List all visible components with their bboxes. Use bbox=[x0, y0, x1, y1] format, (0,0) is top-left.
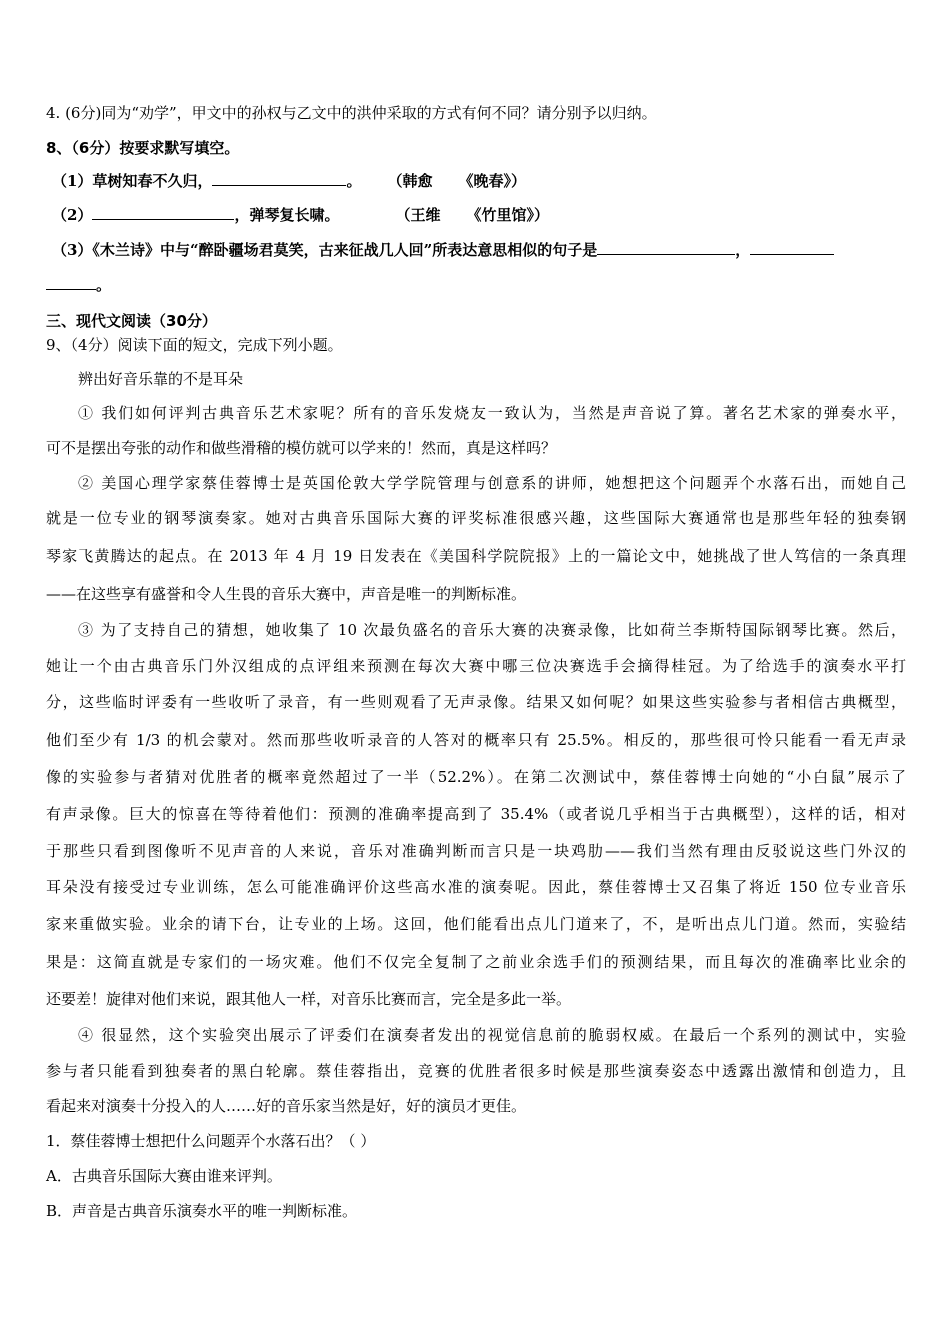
answer-blank-4[interactable] bbox=[750, 240, 834, 255]
answer-blank-3[interactable] bbox=[597, 240, 735, 255]
question-8-item-3 bbox=[52, 240, 912, 260]
section-3-heading: 三、现代文阅读（30分） bbox=[46, 312, 217, 330]
passage-p2-line-3: 琴家飞黄腾达的起点。在 2013 年 4 月 19 日发表在《美国科学院院报》上的一篇论文中，她挑战了世人笃信的一条真理 bbox=[46, 547, 906, 565]
passage-title: 辨出好音乐靠的不是耳朵 bbox=[78, 370, 244, 388]
item-1-title: 《晚春》） bbox=[458, 172, 526, 190]
item-2-suffix: ，弹琴复长啸。 bbox=[234, 206, 340, 224]
passage-p3-line-9: 家来重做实验。业余的请下台，让专业的上场。这回，他们能看出点儿门道来了，不，是听出点儿门道。然而，实验结 bbox=[46, 915, 906, 933]
answer-blank-1[interactable] bbox=[212, 171, 346, 186]
passage-p2-line-4: ——在这些享有盛誉和令人生畏的音乐大赛中，声音是唯一的判断标准。 bbox=[46, 585, 527, 603]
passage-p3-line-5: 像的实验参与者猜对优胜者的概率竟然超过了一半（52.2%）。在第二次测试中，蔡佳蓉博士向她的“小白鼠”展示了 bbox=[46, 768, 906, 786]
passage-p2-line-1: ② 美国心理学家蔡佳蓉博士是英国伦敦大学学院管理与创意系的讲师，她想把这个问题弄个水落石出，而她自己 bbox=[78, 474, 906, 492]
item-1-prefix: （1）草树知春不久归， bbox=[52, 172, 213, 190]
question-9-header: 9、（4分）阅读下面的短文，完成下列小题。 bbox=[46, 336, 343, 354]
passage-p1-line-1: ① 我们如何评判古典音乐艺术家呢？所有的音乐发烧友一致认为，当然是声音说了算。著名艺术家的弹奏水平， bbox=[78, 404, 906, 422]
passage-p3-line-3: 分，这些临时评委有一些收听了录音，有一些则观看了无声录像。结果又如何呢？如果这些实验参与者相信古典概型， bbox=[46, 693, 906, 711]
passage-p4-line-3: 看起来对演奏十分投入的人……好的音乐家当然是好，好的演员才更佳。 bbox=[46, 1097, 527, 1115]
passage-p3-line-6: 有声录像。巨大的惊喜在等待着他们：预测的准确率提高到了 35.4%（或者说几乎相当于古典概型），这样的话，相对 bbox=[46, 805, 906, 823]
item-3-comma: ， bbox=[735, 241, 751, 259]
passage-p3-line-10: 果是：这简直就是专家们的一场灾难。他们不仅完全复制了之前业余选手们的预测结果，而且每次的准确率比业余的 bbox=[46, 953, 906, 971]
answer-blank-2[interactable] bbox=[92, 205, 234, 220]
item-3-text: （3）《木兰诗》中与“醉卧疆场君莫笑，古来征战几人回”所表达意思相似的句子是 bbox=[52, 241, 598, 259]
item-3-end: 。 bbox=[96, 276, 112, 294]
item-2-author: （王维 bbox=[395, 206, 441, 224]
item-1-suffix: 。 bbox=[346, 172, 362, 190]
item-2-prefix: （2） bbox=[52, 206, 93, 224]
option-b[interactable]: B．声音是古典音乐演奏水平的唯一判断标准。 bbox=[46, 1202, 358, 1220]
question-8-header: 8、（6分）按要求默写填空。 bbox=[46, 139, 240, 157]
item-2-title: 《竹里馆》） bbox=[466, 206, 549, 224]
question-4: 4. (6分)同为“劝学”，甲文中的孙权与乙文中的洪仲采取的方式有何不同？请分别予以归纳。 bbox=[46, 104, 657, 122]
passage-p3-line-7: 于那些只看到图像听不见声音的人来说，音乐对准确判断而言只是一块鸡肋——我们当然有理由反驳说这些门外汉的 bbox=[46, 842, 906, 860]
passage-p3-line-1: ③ 为了支持自己的猜想，她收集了 10 次最负盛名的音乐大赛的决赛录像，比如荷兰李斯特国际钢琴比赛。然后， bbox=[78, 621, 906, 639]
answer-blank-4-cont[interactable] bbox=[46, 275, 96, 290]
passage-p4-line-2: 参与者只能看到独奏者的黑白轮廓。蔡佳蓉指出，竞赛的优胜者很多时候是那些演奏姿态中透露出激情和创造力，且 bbox=[46, 1062, 906, 1080]
option-a[interactable]: A．古典音乐国际大赛由谁来评判。 bbox=[46, 1167, 282, 1185]
question-8-item-2 bbox=[52, 205, 912, 225]
passage-p2-line-2: 就是一位专业的钢琴演奏家。她对古典音乐国际大赛的评奖标准很感兴趣，这些国际大赛通常也是那些年轻的独奏钢 bbox=[46, 509, 906, 527]
question-8-item-3-cont bbox=[46, 275, 906, 295]
passage-p4-line-1: ④ 很显然，这个实验突出展示了评委们在演奏者发出的视觉信息前的脆弱权威。在最后一个系列的测试中，实验 bbox=[78, 1026, 906, 1044]
passage-p1-line-2: 可不是摆出夸张的动作和做些滑稽的模仿就可以学来的！然而，真是这样吗？ bbox=[46, 439, 557, 457]
passage-p3-line-8: 耳朵没有接受过专业训练，怎么可能准确评价这些高水准的演奏呢。因此，蔡佳蓉博士又召集了将近 150 位专业音乐 bbox=[46, 878, 906, 896]
item-1-author: （韩愈 bbox=[387, 172, 433, 190]
sub-question-1: 1．蔡佳蓉博士想把什么问题弄个水落石出？（ ） bbox=[46, 1132, 376, 1150]
question-8-item-1 bbox=[52, 171, 912, 191]
passage-p3-line-11: 还要差！旋律对他们来说，跟其他人一样，对音乐比赛而言，完全是多此一举。 bbox=[46, 990, 572, 1008]
passage-p3-line-4: 他们至少有 1/3 的机会蒙对。然而那些收听录音的人答对的概率只有 25.5%。相反的，那些很可怜只能看一看无声录 bbox=[46, 731, 906, 749]
passage-p3-line-2: 她让一个由古典音乐门外汉组成的点评组来预测在每次大赛中哪三位决赛选手会摘得桂冠。为了给选手的演奏水平打 bbox=[46, 657, 906, 675]
